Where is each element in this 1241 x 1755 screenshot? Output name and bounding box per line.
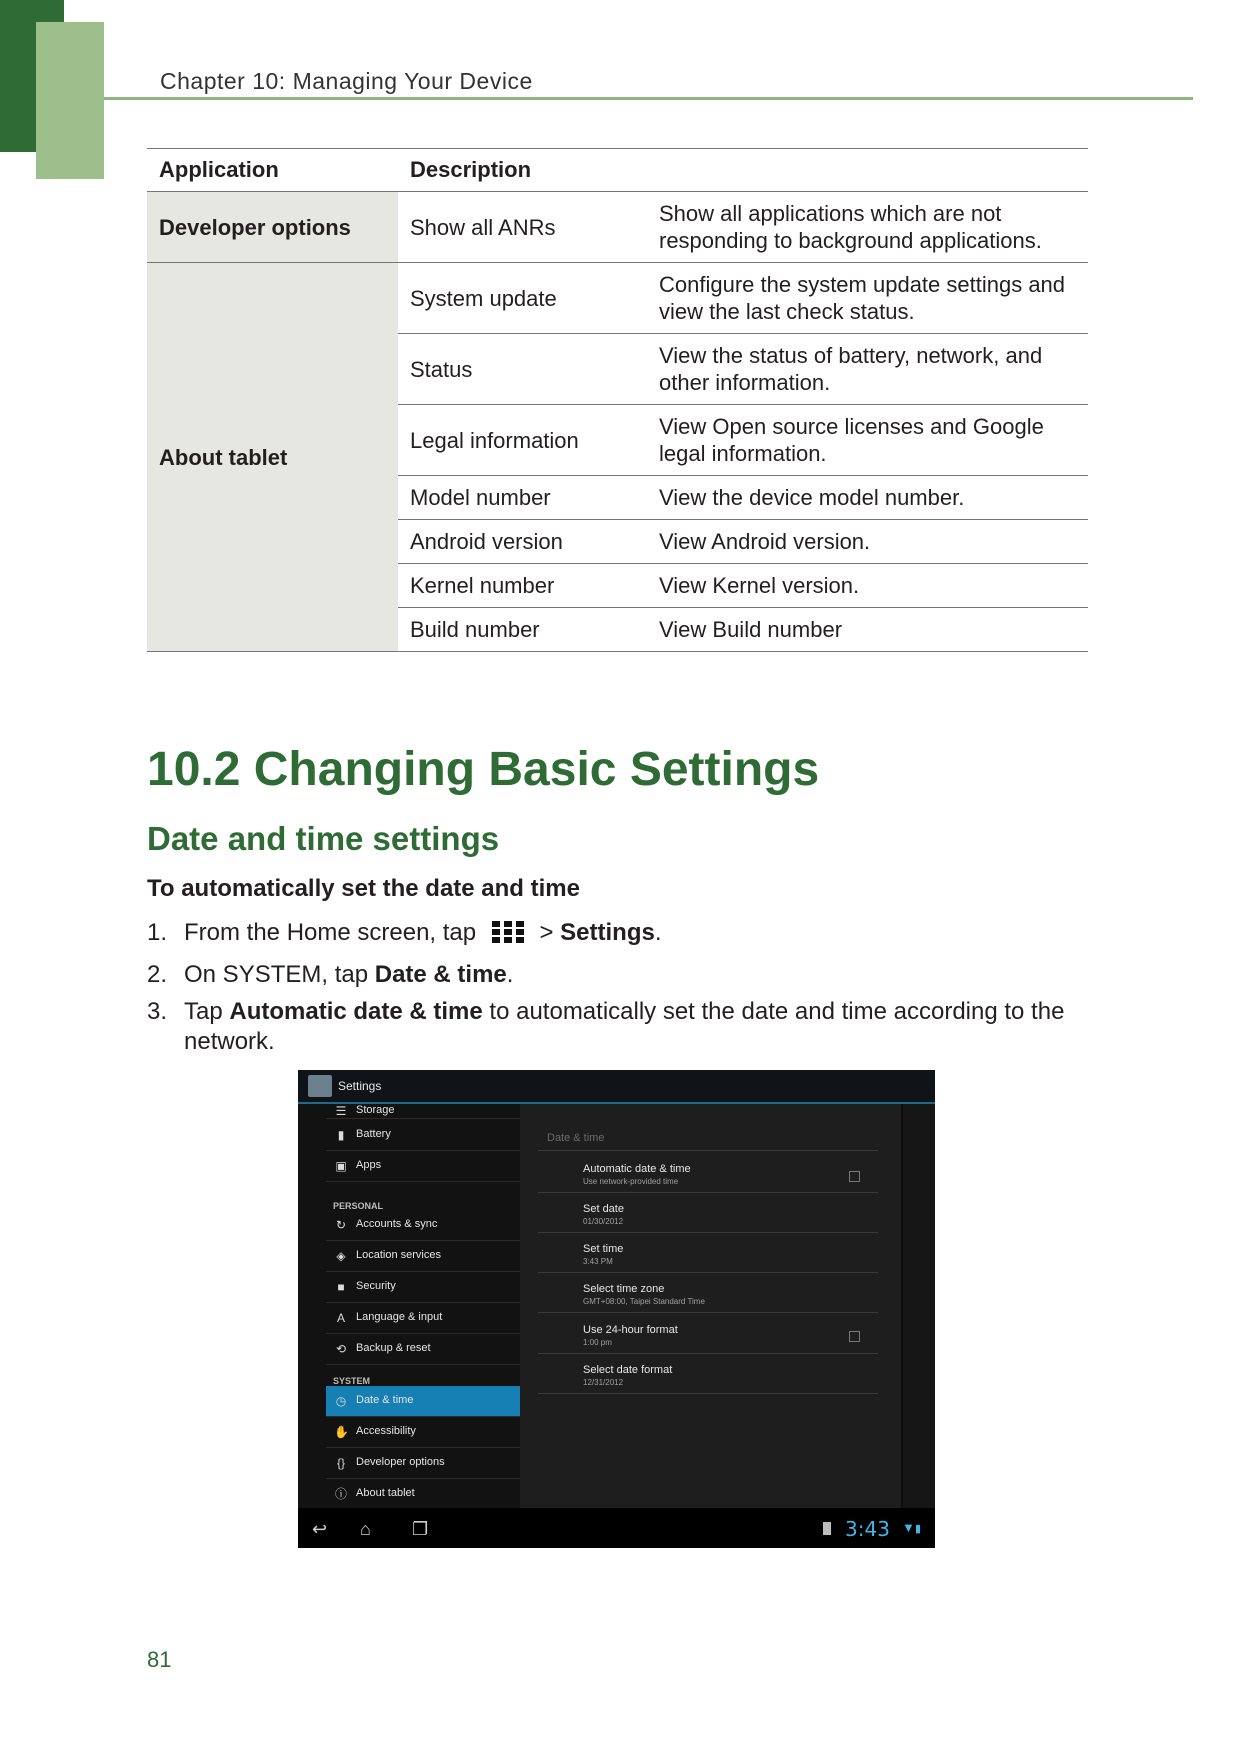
item-cell: Legal information bbox=[398, 405, 647, 476]
pane-divider bbox=[538, 1393, 878, 1394]
setting-24-hour-format[interactable] bbox=[583, 1324, 678, 1347]
location-icon: ◈ bbox=[336, 1249, 346, 1263]
nav-header-system: SYSTEM bbox=[333, 1376, 371, 1386]
pane-divider bbox=[538, 1312, 878, 1313]
date-time-pane bbox=[520, 1104, 901, 1508]
setting-summary: 12/31/2012 bbox=[583, 1378, 624, 1387]
pane-divider bbox=[538, 1272, 878, 1273]
step-text: On SYSTEM, tap bbox=[184, 961, 375, 988]
nav-item-accounts[interactable] bbox=[326, 1210, 520, 1241]
description-cell: View the status of battery, network, and other information. bbox=[647, 334, 1088, 405]
nav-item-backup[interactable] bbox=[326, 1334, 520, 1365]
nav-item-developer[interactable] bbox=[326, 1448, 520, 1479]
nav-item-storage[interactable] bbox=[326, 1104, 520, 1119]
screenshot-action-bar bbox=[298, 1070, 935, 1104]
application-table bbox=[147, 148, 1088, 652]
table-row bbox=[147, 192, 1088, 263]
step-number: 1. bbox=[147, 919, 168, 946]
nav-item-about[interactable] bbox=[326, 1479, 520, 1509]
item-cell: Build number bbox=[398, 608, 647, 652]
nav-item-label: Date & time bbox=[356, 1394, 414, 1406]
description-cell: Show all applications which are not responding to background applications. bbox=[647, 192, 1088, 263]
description-cell: View the device model number. bbox=[647, 476, 1088, 520]
procedure-title: To automatically set the date and time bbox=[147, 875, 580, 902]
storage-icon: ☰ bbox=[335, 1104, 347, 1118]
nav-item-label: Accessibility bbox=[356, 1425, 416, 1437]
apps-icon: ▣ bbox=[335, 1159, 347, 1173]
nav-item-security[interactable] bbox=[326, 1272, 520, 1303]
table-row bbox=[147, 263, 1088, 334]
setting-automatic-date-time[interactable] bbox=[583, 1163, 691, 1186]
header-rule bbox=[104, 97, 1193, 100]
header-description: Description bbox=[398, 149, 1088, 192]
item-cell: Show all ANRs bbox=[398, 192, 647, 263]
setting-title: Automatic date & time bbox=[583, 1163, 691, 1175]
setting-title: Set time bbox=[583, 1243, 624, 1255]
battery-status-icon bbox=[823, 1522, 831, 1535]
header-application: Application bbox=[147, 149, 398, 192]
braces-icon: {} bbox=[336, 1456, 345, 1470]
setting-title: Use 24-hour format bbox=[583, 1324, 678, 1336]
item-cell: Status bbox=[398, 334, 647, 405]
nav-item-date-time[interactable] bbox=[326, 1386, 520, 1417]
battery-icon: ▮ bbox=[337, 1128, 345, 1142]
item-cell: Kernel number bbox=[398, 564, 647, 608]
item-cell: Model number bbox=[398, 476, 647, 520]
nav-item-label: Apps bbox=[356, 1159, 382, 1171]
description-cell: View Android version. bbox=[647, 520, 1088, 564]
step-item bbox=[147, 918, 1087, 953]
nav-item-label: Security bbox=[356, 1280, 396, 1292]
nav-header-personal: PERSONAL bbox=[333, 1201, 384, 1211]
step-text: Tap bbox=[184, 998, 230, 1025]
pane-divider bbox=[538, 1353, 878, 1354]
step-text-end: to automatically set the date and time according to the network. bbox=[184, 998, 1065, 1055]
chapter-header: Chapter 10: Managing Your Device bbox=[160, 68, 533, 94]
24-hour-format-checkbox[interactable] bbox=[849, 1331, 860, 1342]
steps-list bbox=[147, 918, 1087, 1064]
step-bold-text: Automatic date & time bbox=[229, 998, 483, 1025]
setting-summary: 01/30/2012 bbox=[583, 1217, 624, 1226]
info-icon: ⓘ bbox=[334, 1487, 347, 1501]
description-cell: View Open source licenses and Google legal information. bbox=[647, 405, 1088, 476]
setting-summary: 1:00 pm bbox=[583, 1338, 612, 1347]
nav-item-location[interactable] bbox=[326, 1241, 520, 1272]
nav-item-label: Developer options bbox=[356, 1456, 445, 1468]
step-text-separator: > bbox=[539, 919, 561, 946]
step-bold-text: Date & time bbox=[374, 961, 507, 988]
page-number: 81 bbox=[147, 1647, 172, 1672]
language-icon: A bbox=[336, 1311, 345, 1325]
nav-item-apps[interactable] bbox=[326, 1151, 520, 1182]
nav-item-label: Backup & reset bbox=[356, 1342, 431, 1354]
item-cell: System update bbox=[398, 263, 647, 334]
item-cell: Android version bbox=[398, 520, 647, 564]
table-header-row bbox=[147, 149, 1088, 192]
step-text-end: . bbox=[654, 919, 662, 946]
hand-icon: ✋ bbox=[334, 1425, 349, 1439]
setting-summary: Use network-provided time bbox=[583, 1177, 679, 1186]
setting-title: Select date format bbox=[583, 1364, 673, 1376]
clock-icon: ◷ bbox=[335, 1394, 347, 1408]
pane-divider bbox=[538, 1232, 878, 1233]
nav-item-label: Battery bbox=[356, 1128, 391, 1140]
setting-title: Select time zone bbox=[583, 1283, 665, 1295]
settings-app-icon bbox=[308, 1075, 332, 1097]
nav-item-battery[interactable] bbox=[326, 1120, 520, 1151]
back-icon[interactable]: ↩ bbox=[312, 1519, 328, 1539]
settings-screenshot bbox=[298, 1070, 935, 1548]
pane-divider bbox=[538, 1192, 878, 1193]
system-clock: 3:43 bbox=[845, 1517, 890, 1541]
step-item bbox=[147, 997, 1087, 1057]
nav-item-label: Accounts & sync bbox=[356, 1218, 438, 1230]
app-about-tablet: About tablet bbox=[147, 263, 398, 652]
sync-icon: ↻ bbox=[335, 1218, 347, 1232]
setting-select-time-zone[interactable] bbox=[583, 1283, 705, 1306]
setting-select-date-format[interactable] bbox=[583, 1364, 672, 1387]
step-number: 3. bbox=[147, 998, 168, 1025]
section-title: 10.2 Changing Basic Settings bbox=[147, 743, 820, 796]
lock-icon: ■ bbox=[337, 1280, 345, 1294]
screenshot-app-title: Settings bbox=[338, 1079, 382, 1093]
step-number: 2. bbox=[147, 961, 168, 988]
app-grid-icon bbox=[489, 919, 527, 953]
pane-title: Date & time bbox=[547, 1132, 605, 1144]
step-bold-text: Settings bbox=[560, 919, 655, 946]
setting-summary: GMT+08:00, Taipei Standard Time bbox=[583, 1297, 705, 1306]
setting-set-date[interactable] bbox=[583, 1203, 624, 1226]
setting-title: Set date bbox=[583, 1203, 624, 1215]
step-item bbox=[147, 960, 1087, 990]
subsection-title: Date and time settings bbox=[147, 820, 500, 857]
description-cell: Configure the system update settings and view the last check status. bbox=[647, 263, 1088, 334]
home-icon[interactable]: ⌂ bbox=[360, 1519, 371, 1539]
nav-item-language[interactable] bbox=[326, 1303, 520, 1334]
pane-scroll-gutter bbox=[903, 1104, 935, 1508]
setting-set-time[interactable] bbox=[583, 1243, 623, 1266]
signal-icon: ▮ bbox=[915, 1523, 922, 1535]
step-text: From the Home screen, tap bbox=[184, 919, 477, 946]
nav-item-label: Storage bbox=[356, 1104, 395, 1116]
description-cell: View Build number bbox=[647, 608, 1088, 652]
nav-item-accessibility[interactable] bbox=[326, 1417, 520, 1448]
nav-item-label: About tablet bbox=[356, 1487, 415, 1499]
description-cell: View Kernel version. bbox=[647, 564, 1088, 608]
app-developer-options: Developer options bbox=[147, 192, 398, 263]
nav-item-label: Location services bbox=[356, 1249, 441, 1261]
backup-icon: ⟲ bbox=[335, 1342, 347, 1356]
wifi-icon: ▼ bbox=[902, 1520, 915, 1535]
nav-item-label: Language & input bbox=[356, 1311, 443, 1323]
system-bar bbox=[298, 1508, 935, 1548]
automatic-date-time-checkbox[interactable] bbox=[849, 1171, 860, 1182]
corner-accent-light bbox=[36, 22, 104, 179]
recent-apps-icon[interactable]: ❐ bbox=[412, 1519, 429, 1539]
step-text-end: . bbox=[506, 961, 514, 988]
pane-divider bbox=[538, 1150, 878, 1151]
setting-summary: 3:43 PM bbox=[583, 1257, 613, 1266]
